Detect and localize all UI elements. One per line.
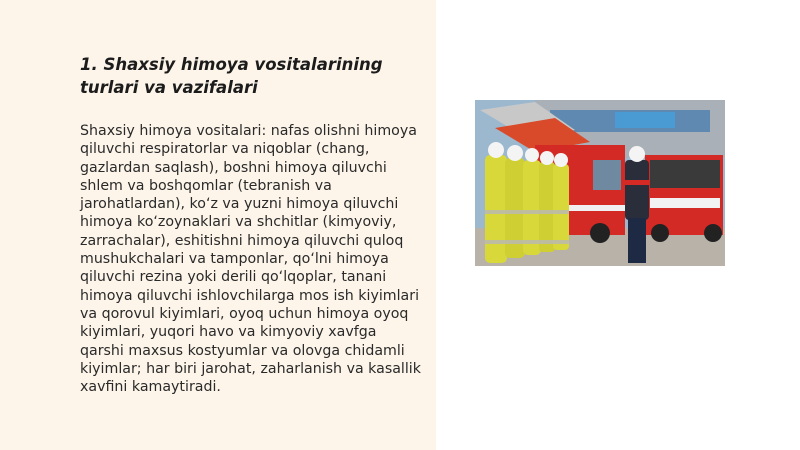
helmet xyxy=(525,148,539,162)
firefighter xyxy=(553,164,569,250)
commander-jacket xyxy=(625,160,649,220)
truck-window xyxy=(593,160,621,190)
commander xyxy=(625,146,649,263)
truck-wheel xyxy=(704,224,722,242)
firefighter-group xyxy=(485,142,569,263)
helmet xyxy=(540,151,554,165)
truck-wheel xyxy=(651,224,669,242)
reflective-stripe xyxy=(485,240,569,244)
firefighter xyxy=(485,155,507,263)
reflective-stripe xyxy=(485,210,569,214)
truck-wheel xyxy=(590,223,610,243)
firefighters-illustration xyxy=(475,100,725,266)
slide-body-text: Shaxsiy himoya vositalari: nafas olishni himoya qiluvchi respiratorlar va niqoblar (chang, gazlardan saqlash), boshni himoya qiluvchi shlem va boshqomlar (tebranish va jarohatlardan), ko‘z va yuzni himoya qiluvchi himoya ko‘zoynaklari va shchitlar (kimyoviy, zarrachalar), eshitishni himoya qiluvchi quloq mushukchalari va tamponlar, qo‘lni himoya qiluvchi rezina yoki derili qo‘lqoplar, tanani himoya qiluvchi ishlovchilarga mos ish kiyimlari va qorovul kiyimlari, oyoq uchun himoya oyoq kiyimlari, yuqori havo va kimyoviy xavfga qarshi maxsus kostyumlar va olovga chidamli kiyimlar; har biri jarohat, zaharlanish va kasallik xavfini kamaytiradi. xyxy=(80,123,421,396)
firefighter xyxy=(539,162,555,252)
commander-legs xyxy=(628,218,646,263)
truck-grille xyxy=(650,198,720,208)
firefighters-photo xyxy=(475,100,725,266)
truck-windshield xyxy=(650,160,720,188)
building-sign xyxy=(615,112,675,128)
helmet xyxy=(488,142,504,158)
commander-stripe xyxy=(625,180,649,185)
helmet xyxy=(554,153,568,167)
commander-helmet xyxy=(629,146,645,162)
helmet xyxy=(507,145,523,161)
slide-title: 1. Shaxsiy himoya vositalarining turlari va vazifalari xyxy=(80,55,383,97)
